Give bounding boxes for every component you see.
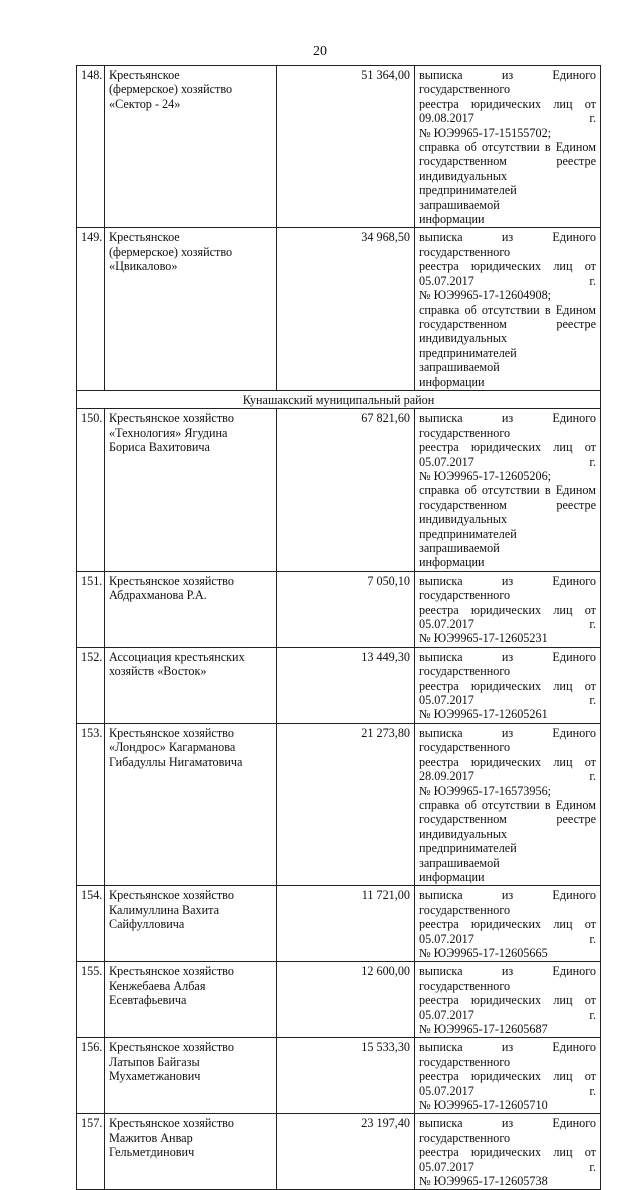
document-description-line: № ЮЭ9965-17-12605231 xyxy=(419,631,548,646)
organization-name-line: Сайфулловича xyxy=(109,917,185,932)
document-description-line: выписка из Единого государственного xyxy=(419,573,596,603)
document-description-line: выписка из Единого государственного xyxy=(419,649,596,679)
organization-name-line: Крестьянское xyxy=(109,68,180,82)
table-row xyxy=(77,1038,601,1114)
organization-name xyxy=(105,571,277,647)
document-description xyxy=(415,886,601,962)
document-description-line: справка об отсутствии в Едином xyxy=(419,140,596,155)
table-row xyxy=(77,409,601,571)
document-description xyxy=(415,647,601,723)
organization-name-line: «Цвикалово» xyxy=(109,259,178,274)
organization-name-line: Калимуллина Вахита xyxy=(109,902,220,917)
organization-name-line: Абдрахманова Р.А. xyxy=(109,588,207,603)
organization-name-line: Гельметдинович xyxy=(109,1145,195,1160)
document-description-line: реестра юридических лиц от 05.07.2017 г. xyxy=(419,678,596,708)
organization-name-line: Ассоциация крестьянских xyxy=(109,649,245,664)
document-description-line: № ЮЭ9965-17-16573956; xyxy=(419,783,552,798)
amount: 67 821,60 xyxy=(277,409,415,571)
amount: 15 533,30 xyxy=(277,1038,415,1114)
organization-name-line: (фермерское) хозяйство xyxy=(109,82,233,97)
organization-name-line: Латыпов Байгазы xyxy=(109,1054,200,1069)
row-number: 157. xyxy=(77,1114,105,1190)
amount: 13 449,30 xyxy=(277,647,415,723)
document-description xyxy=(415,723,601,885)
registry-body-bottom xyxy=(77,409,601,1190)
section-title: Кунашакский муниципальный район xyxy=(77,390,601,408)
organization-name-line: Крестьянское хозяйство xyxy=(109,1116,234,1131)
organization-name-line: Мухаметжанович xyxy=(109,1069,201,1084)
document-description-line: выписка из Единого государственного xyxy=(419,1040,596,1069)
document-description-line: реестра юридических лиц от 05.07.2017 г. xyxy=(419,259,596,288)
document-description-line: справка об отсутствии в Едином xyxy=(419,797,596,812)
organization-name xyxy=(105,1114,277,1190)
amount: 21 273,80 xyxy=(277,723,415,885)
document-description xyxy=(415,962,601,1038)
document-description-line: № ЮЭ9965-17-15155702; xyxy=(419,125,552,140)
document-description-line: № ЮЭ9965-17-12605687 xyxy=(419,1022,548,1036)
document-description-line: реестра юридических лиц от 05.07.2017 г. xyxy=(419,1145,596,1174)
organization-name-line: Крестьянское хозяйство xyxy=(109,725,234,740)
document-description xyxy=(415,1114,601,1190)
row-number: 151. xyxy=(77,571,105,647)
organization-name-line: хозяйств «Восток» xyxy=(109,664,207,679)
document-description-line: предпринимателей запрашиваемой xyxy=(419,345,517,375)
table-row xyxy=(77,571,601,647)
organization-name-line: Крестьянское xyxy=(109,230,180,245)
document-description xyxy=(415,409,601,571)
document-description-line: государственном реестре индивидуальных xyxy=(419,812,596,841)
registry-table xyxy=(76,65,601,1190)
organization-name-line: Крестьянское хозяйство xyxy=(109,411,234,426)
document-description-line: № ЮЭ9965-17-12605261 xyxy=(419,707,548,722)
organization-name-line: Бориса Вахитовича xyxy=(109,440,210,455)
document-description-line: реестра юридических лиц от 28.09.2017 г. xyxy=(419,754,596,784)
organization-name xyxy=(105,723,277,885)
organization-name xyxy=(105,962,277,1038)
document-description-line: реестра юридических лиц от 05.07.2017 г. xyxy=(419,440,596,469)
table-row xyxy=(77,962,601,1038)
document-description-line: выписка из Единого государственного xyxy=(419,888,596,917)
organization-name-line: Кенжебаева Албая xyxy=(109,978,206,993)
document-description-line: справка об отсутствии в Едином xyxy=(419,483,596,498)
row-number: 149. xyxy=(77,228,105,390)
table-row xyxy=(77,1114,601,1190)
amount: 23 197,40 xyxy=(277,1114,415,1190)
organization-name xyxy=(105,647,277,723)
document-description-line: выписка из Единого государственного xyxy=(419,230,596,259)
organization-name-line: Гибадуллы Нигаматовича xyxy=(109,754,243,769)
document-description-line: реестра юридических лиц от 09.08.2017 г. xyxy=(419,96,596,126)
registry-body-top xyxy=(77,66,601,391)
organization-name xyxy=(105,1038,277,1114)
document-description-line: выписка из Единого государственного xyxy=(419,411,596,440)
document-description xyxy=(415,571,601,647)
row-number: 156. xyxy=(77,1038,105,1114)
organization-name xyxy=(105,409,277,571)
document-description-line: справка об отсутствии в Едином xyxy=(419,302,596,317)
organization-name-line: (фермерское) хозяйство xyxy=(109,244,233,259)
amount: 34 968,50 xyxy=(277,228,415,390)
document-description-line: государственном реестре индивидуальных xyxy=(419,154,596,183)
document-description-line: выписка из Единого государственного xyxy=(419,725,596,755)
row-number: 150. xyxy=(77,409,105,571)
document-description-line: государственном реестре индивидуальных xyxy=(419,316,596,346)
organization-name-line: Есевтафьевича xyxy=(109,993,187,1008)
amount: 12 600,00 xyxy=(277,962,415,1038)
document-description-line: № ЮЭ9965-17-12605665 xyxy=(419,945,548,960)
document-description-line: предпринимателей запрашиваемой xyxy=(419,183,517,212)
organization-name-line: Крестьянское хозяйство xyxy=(109,573,234,588)
section-row xyxy=(77,390,601,408)
document-description-line: предпринимателей запрашиваемой xyxy=(419,841,517,870)
table-row xyxy=(77,647,601,723)
table-row xyxy=(77,886,601,962)
row-number: 152. xyxy=(77,647,105,723)
row-number: 153. xyxy=(77,723,105,885)
table-row xyxy=(77,66,601,228)
page-number: 20 xyxy=(313,44,327,59)
amount: 11 721,00 xyxy=(277,886,415,962)
organization-name-line: «Лондрос» Кагарманова xyxy=(109,740,236,755)
organization-name-line: Крестьянское хозяйство xyxy=(109,964,234,979)
organization-name-line: «Сектор - 24» xyxy=(109,96,181,111)
document-description xyxy=(415,66,601,228)
document-description-line: информации xyxy=(419,555,485,570)
document-description-line: выписка из Единого государственного xyxy=(419,68,596,97)
organization-name-line: Крестьянское хозяйство xyxy=(109,888,234,903)
organization-name xyxy=(105,228,277,390)
document-description-line: № ЮЭ9965-17-12605710 xyxy=(419,1098,548,1113)
organization-name xyxy=(105,66,277,228)
document-description-line: выписка из Единого государственного xyxy=(419,964,596,993)
organization-name-line: «Технология» Ягудина xyxy=(109,425,228,440)
amount: 7 050,10 xyxy=(277,571,415,647)
table-row xyxy=(77,723,601,885)
organization-name-line: Крестьянское хозяйство xyxy=(109,1040,234,1055)
document-description-line: реестра юридических лиц от 05.07.2017 г. xyxy=(419,1069,596,1098)
document-description-line: № ЮЭ9965-17-12604908; xyxy=(419,288,552,303)
organization-name-line: Мажитов Анвар xyxy=(109,1130,193,1145)
document-description xyxy=(415,228,601,390)
amount: 51 364,00 xyxy=(277,66,415,228)
document-description-line: № ЮЭ9965-17-12605206; xyxy=(419,468,552,483)
document-description-line: государственном реестре индивидуальных xyxy=(419,497,596,527)
document-description-line: информации xyxy=(419,374,485,389)
row-number: 154. xyxy=(77,886,105,962)
document-description-line: реестра юридических лиц от 05.07.2017 г. xyxy=(419,917,596,946)
document-description-line: информации xyxy=(419,869,485,884)
document-description-line: предпринимателей запрашиваемой xyxy=(419,526,517,555)
document-description-line: выписка из Единого государственного xyxy=(419,1116,596,1145)
organization-name xyxy=(105,886,277,962)
row-number: 155. xyxy=(77,962,105,1038)
document-description-line: реестра юридических лиц от 05.07.2017 г. xyxy=(419,993,596,1022)
document-description-line: реестра юридических лиц от 05.07.2017 г. xyxy=(419,602,596,632)
document-description-line: № ЮЭ9965-17-12605738 xyxy=(419,1174,548,1189)
row-number: 148. xyxy=(77,66,105,228)
table-row xyxy=(77,228,601,390)
document-description-line: информации xyxy=(419,212,485,227)
document-description xyxy=(415,1038,601,1114)
